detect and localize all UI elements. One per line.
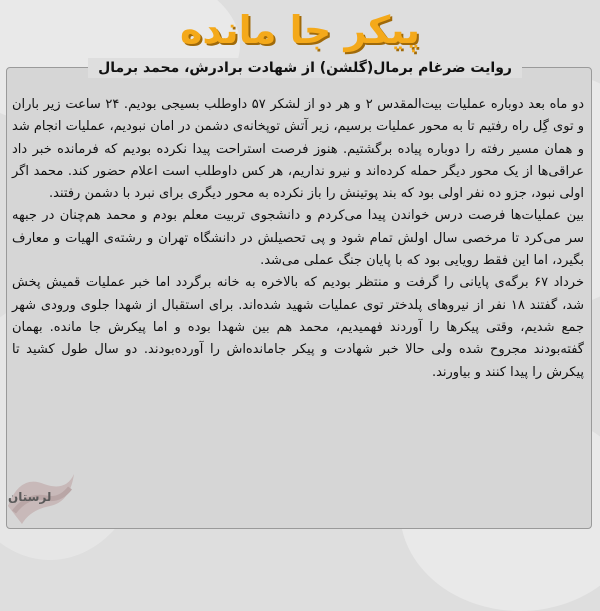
paragraph: دو ماه بعد دوباره عملیات بیت‌المقدس ۲ و هر دو از لشکر ۵۷ داوطلب بسیجی بودیم. ۲۴ ساعت زیر باران و توی گِل راه رفتیم تا به محور عملیات برسیم، زیر آتش توپخانه‌ی دشمن در امان نبودیم، عملیات انجام شد و همان مسیر رفته را دوباره پیاده برگشتیم. هنوز فرصت استراحت پیدا نکرده بودیم که فرمانده خبر داد عراقی‌ها از یک محور دیگر حمله کرده‌اند و نیرو نداریم، هر کس داوطلب است اعلام حضور کند. محمد اگر اولی نبود، جزو ده نفر اولی بود که بند پوتینش را باز نکرده به محور دیگری برای نبرد با دشمن رفتند.	[12, 97, 585, 202]
logo-caption: لرستان	[8, 490, 52, 504]
paragraph: خرداد ۶۷ برگه‌ی پایانی را گرفت و منتظر بودیم که بالاخره به خانه برگردد اما خبر عملیات قمیش پخش شد، گفتند ۱۸ نفر از نیروهای پلدختر توی عملیات شهید شده‌اند. برای استقبال از شهدا جلوی ورودی شهر جمع شدیم، وقتی پیکرها را آوردند فهمیدیم، محمد هم بین شهدا بوده و اما پیکرش جا مانده. بهمان گفته‌بودند مجروح شده ولی حالا خبر شهادت و پیکر جامانده‌اش را آورده‌بودند. دو سال طول کشید تا پیکرش را پیدا کنند و بیاورند.	[12, 275, 584, 380]
article-body	[12, 94, 584, 384]
paragraph: بین عملیات‌ها فرصت درس خواندن پیدا می‌کردم و دانشجوی تربیت معلم بودم و محمد هم‌چنان در جبهه سر می‌کرد تا مرخصی سال اولش تمام شود و پی تحصیلش در دانشگاه تهران و رشته‌ی الهیات و معارف بگیرد، اما این فقط رویایی بود که با پایان جنگ عملی می‌شد.	[12, 208, 584, 269]
page-subtitle: روایت ضرغام برمال(گلشن) از شهادت برادرش، محمد برمال	[88, 58, 522, 78]
page-title: پیکر جا مانده	[179, 8, 421, 52]
